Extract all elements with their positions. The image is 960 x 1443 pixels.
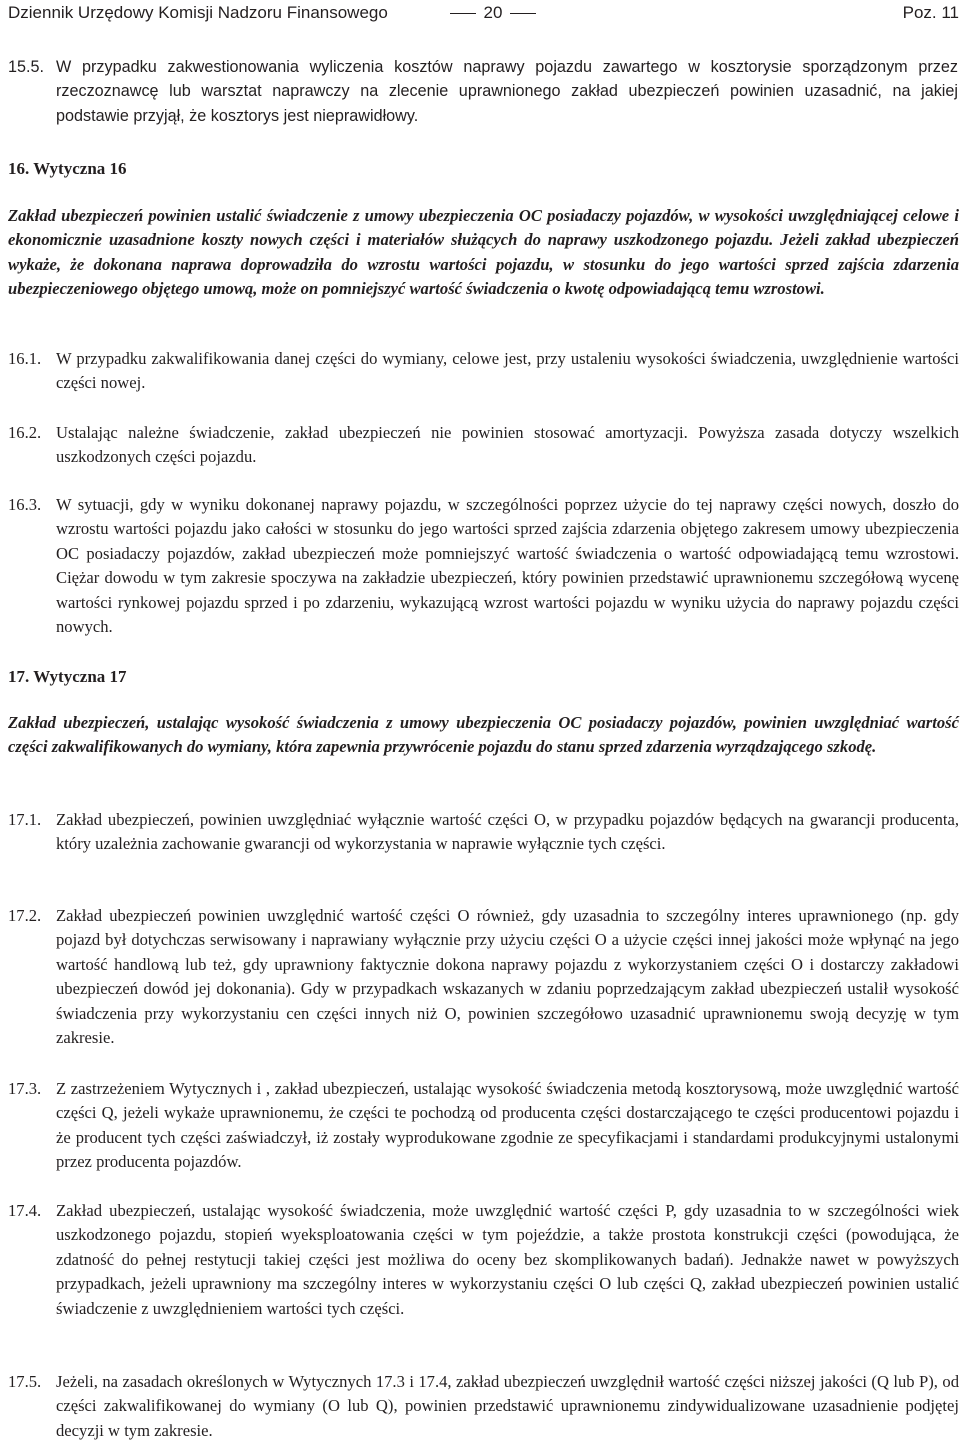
paragraph-text: W sytuacji, gdy w wyniku dokonanej naprawy pojazdu, w szczególności poprzez użycie do tej naprawy części nowych, doszło do wzrostu wartości pojazdu jako całości w stosunku do jego wartości sprzed zajścia zdarzenia objętego zakresem umowy ubezpieczenia OC posiadaczy pojazdów, zakład ubezpieczeń może pomniejszyć wartość świadczenia o wartość odpowiadającą temu wzrostowi. Ciężar dowodu w tym zakresie spoczywa na zakładzie ubezpieczeń, który powinien przedstawić uprawnionemu szczegółową wycenę wartości rynkowej pojazdu sprzed i po zdarzeniu, wykazującą wzrost wartości pojazdu w wyniku użycia do naprawy pojazdu części nowych. (56, 495, 959, 637)
paragraph-number: 15.5. (8, 58, 45, 76)
paragraph-text: Zakład ubezpieczeń powinien uwzględnić wartość części O również, gdy uzasadnia to szczególny interes uprawnionego (np. gdy pojazd był dotychczas serwisowany i naprawiany wyłącznie przy użyciu części O a użycie części innej jakości może wpłynąć na jego wartość handlową lub też, gdy uprawniony faktycznie dokona naprawy pojazdu z wykorzystaniem części O i dostarczy zakładowi ubezpieczeń dowód jej dokonania). Gdy w przypadkach wskazanych w zdaniu poprzedzającym zakład ubezpieczeń ustalił wysokość świadczenia przy wykorzystaniu cen części innych niż O, powinien szczegółowo uzasadnić uprawnionemu swoją decyzję w tym zakresie. (56, 906, 959, 1048)
paragraph-17-3 (8, 1077, 959, 1175)
page-number-value: 20 (483, 3, 503, 22)
paragraph-16-2 (8, 421, 959, 470)
dash-left (450, 13, 476, 14)
paragraph-number: 17.4. (8, 1201, 42, 1220)
paragraph-number: 17.1. (8, 810, 42, 829)
paragraph-number: 17.2. (8, 906, 42, 925)
paragraph-number: 17.3. (8, 1079, 42, 1098)
paragraph-17-5 (8, 1370, 959, 1443)
paragraph-text: W przypadku zakwalifikowania danej części do wymiany, celowe jest, przy ustaleniu wysokości świadczenia, uwzględnienie wartości części nowej. (56, 349, 959, 393)
page-header (8, 0, 959, 28)
position-number: Poz. 11 (902, 3, 959, 22)
page-number (438, 0, 548, 26)
journal-title: Dziennik Urzędowy Komisji Nadzoru Finansowego (8, 3, 388, 22)
paragraph-17-1 (8, 808, 959, 857)
guideline-16-text: Zakład ubezpieczeń powinien ustalić świadczenie z umowy ubezpieczenia OC posiadaczy pojazdów, w wysokości uwzględniającej celowe i ekonomicznie uzasadnione koszty nowych części i materiałów służących do naprawy uszkodzonego pojazdu. Jeżeli zakład ubezpieczeń wykaże, że dokonana naprawa doprowadziła do wzrostu wartości pojazdu, w stosunku do jego wartości sprzed zajścia zdarzenia ubezpieczeniowego objętego umową, może on pomniejszyć wartość świadczenia o kwotę odpowiadającą temu wzrostowi. (8, 206, 959, 299)
paragraph-number: 17.5. (8, 1372, 42, 1391)
section-heading-17: 17. Wytyczna 17 (8, 667, 127, 686)
paragraph-text: Z zastrzeżeniem Wytycznych i , zakład ubezpieczeń, ustalając wysokość świadczenia metodą kosztorysową, może uwzględnić wartość części Q, jeżeli wykaże uprawnionemu, że części te pochodzą od producenta części dostarczającego te części producentowi pojazdu i że producent tych części zaświadczył, iż zostały wyprodukowane zgodnie ze specyfikacjami i standardami produkcyjnymi ustalonymi przez producenta pojazdów. (56, 1079, 959, 1172)
paragraph-15-5 (8, 55, 958, 128)
paragraph-text: Jeżeli, na zasadach określonych w Wytycznych 17.3 i 17.4, zakład ubezpieczeń uwzględnił wartość części niższej jakości (Q lub P), od części zakwalifikowanej do wymiany (O lub Q), powinien przedstawić uprawnionemu zindywidualizowane uzasadnienie podjętej decyzji w tym zakresie. (56, 1372, 959, 1440)
paragraph-17-4 (8, 1199, 959, 1321)
dash-right (510, 13, 536, 14)
section-heading-16: 16. Wytyczna 16 (8, 159, 127, 178)
paragraph-16-1 (8, 347, 959, 396)
paragraph-text: Zakład ubezpieczeń, ustalając wysokość świadczenia, może uwzględnić wartość części P, gdy uzasadnia to w szczególności wiek uszkodzonego pojazdu, stopień wyeksploatowania części w tym pojeździe, a także prostota konstrukcji części (powodująca, że zdatność do pełnej restytucji takiej części jest możliwa do oceny bez skomplikowanych badań). Jednakże nawet w powyższych przypadkach, jeżeli uprawniony ma szczególny interes w wykorzystaniu części O lub części Q, zakład ubezpieczeń powinien ustalić świadczenie z uwzględnieniem wartości tych części. (56, 1201, 959, 1318)
paragraph-text: Zakład ubezpieczeń, powinien uwzględniać wyłącznie wartość części O, w przypadku pojazdów będących na gwarancji producenta, który uzależnia zachowanie gwarancji od wykorzystania w naprawie wyłącznie tych części. (56, 810, 959, 854)
paragraph-number: 16.3. (8, 495, 42, 514)
paragraph-text: Ustalając należne świadczenie, zakład ubezpieczeń nie powinien stosować amortyzacji. Powyższa zasada dotyczy wszelkich uszkodzonych części pojazdu. (56, 423, 959, 467)
paragraph-number: 16.1. (8, 349, 42, 368)
paragraph-text: W przypadku zakwestionowania wyliczenia kosztów naprawy pojazdu zawartego w kosztorysie sporządzonym przez rzeczoznawcę lub warsztat naprawczy na zlecenie uprawnionego zakład ubezpieczeń powinien uzasadnić, na jakiej podstawie przyjął, że kosztorys jest nieprawidłowy. (56, 58, 958, 125)
paragraph-16-3 (8, 493, 959, 639)
guideline-17-text: Zakład ubezpieczeń, ustalając wysokość świadczenia z umowy ubezpieczenia OC posiadaczy pojazdów, powinien uwzględniać wartość części zakwalifikowanych do wymiany, która zapewnia przywrócenie pojazdu do stanu sprzed zdarzenia wyrządzającego szkodę. (8, 713, 959, 757)
paragraph-17-2 (8, 904, 959, 1050)
paragraph-number: 16.2. (8, 423, 42, 442)
